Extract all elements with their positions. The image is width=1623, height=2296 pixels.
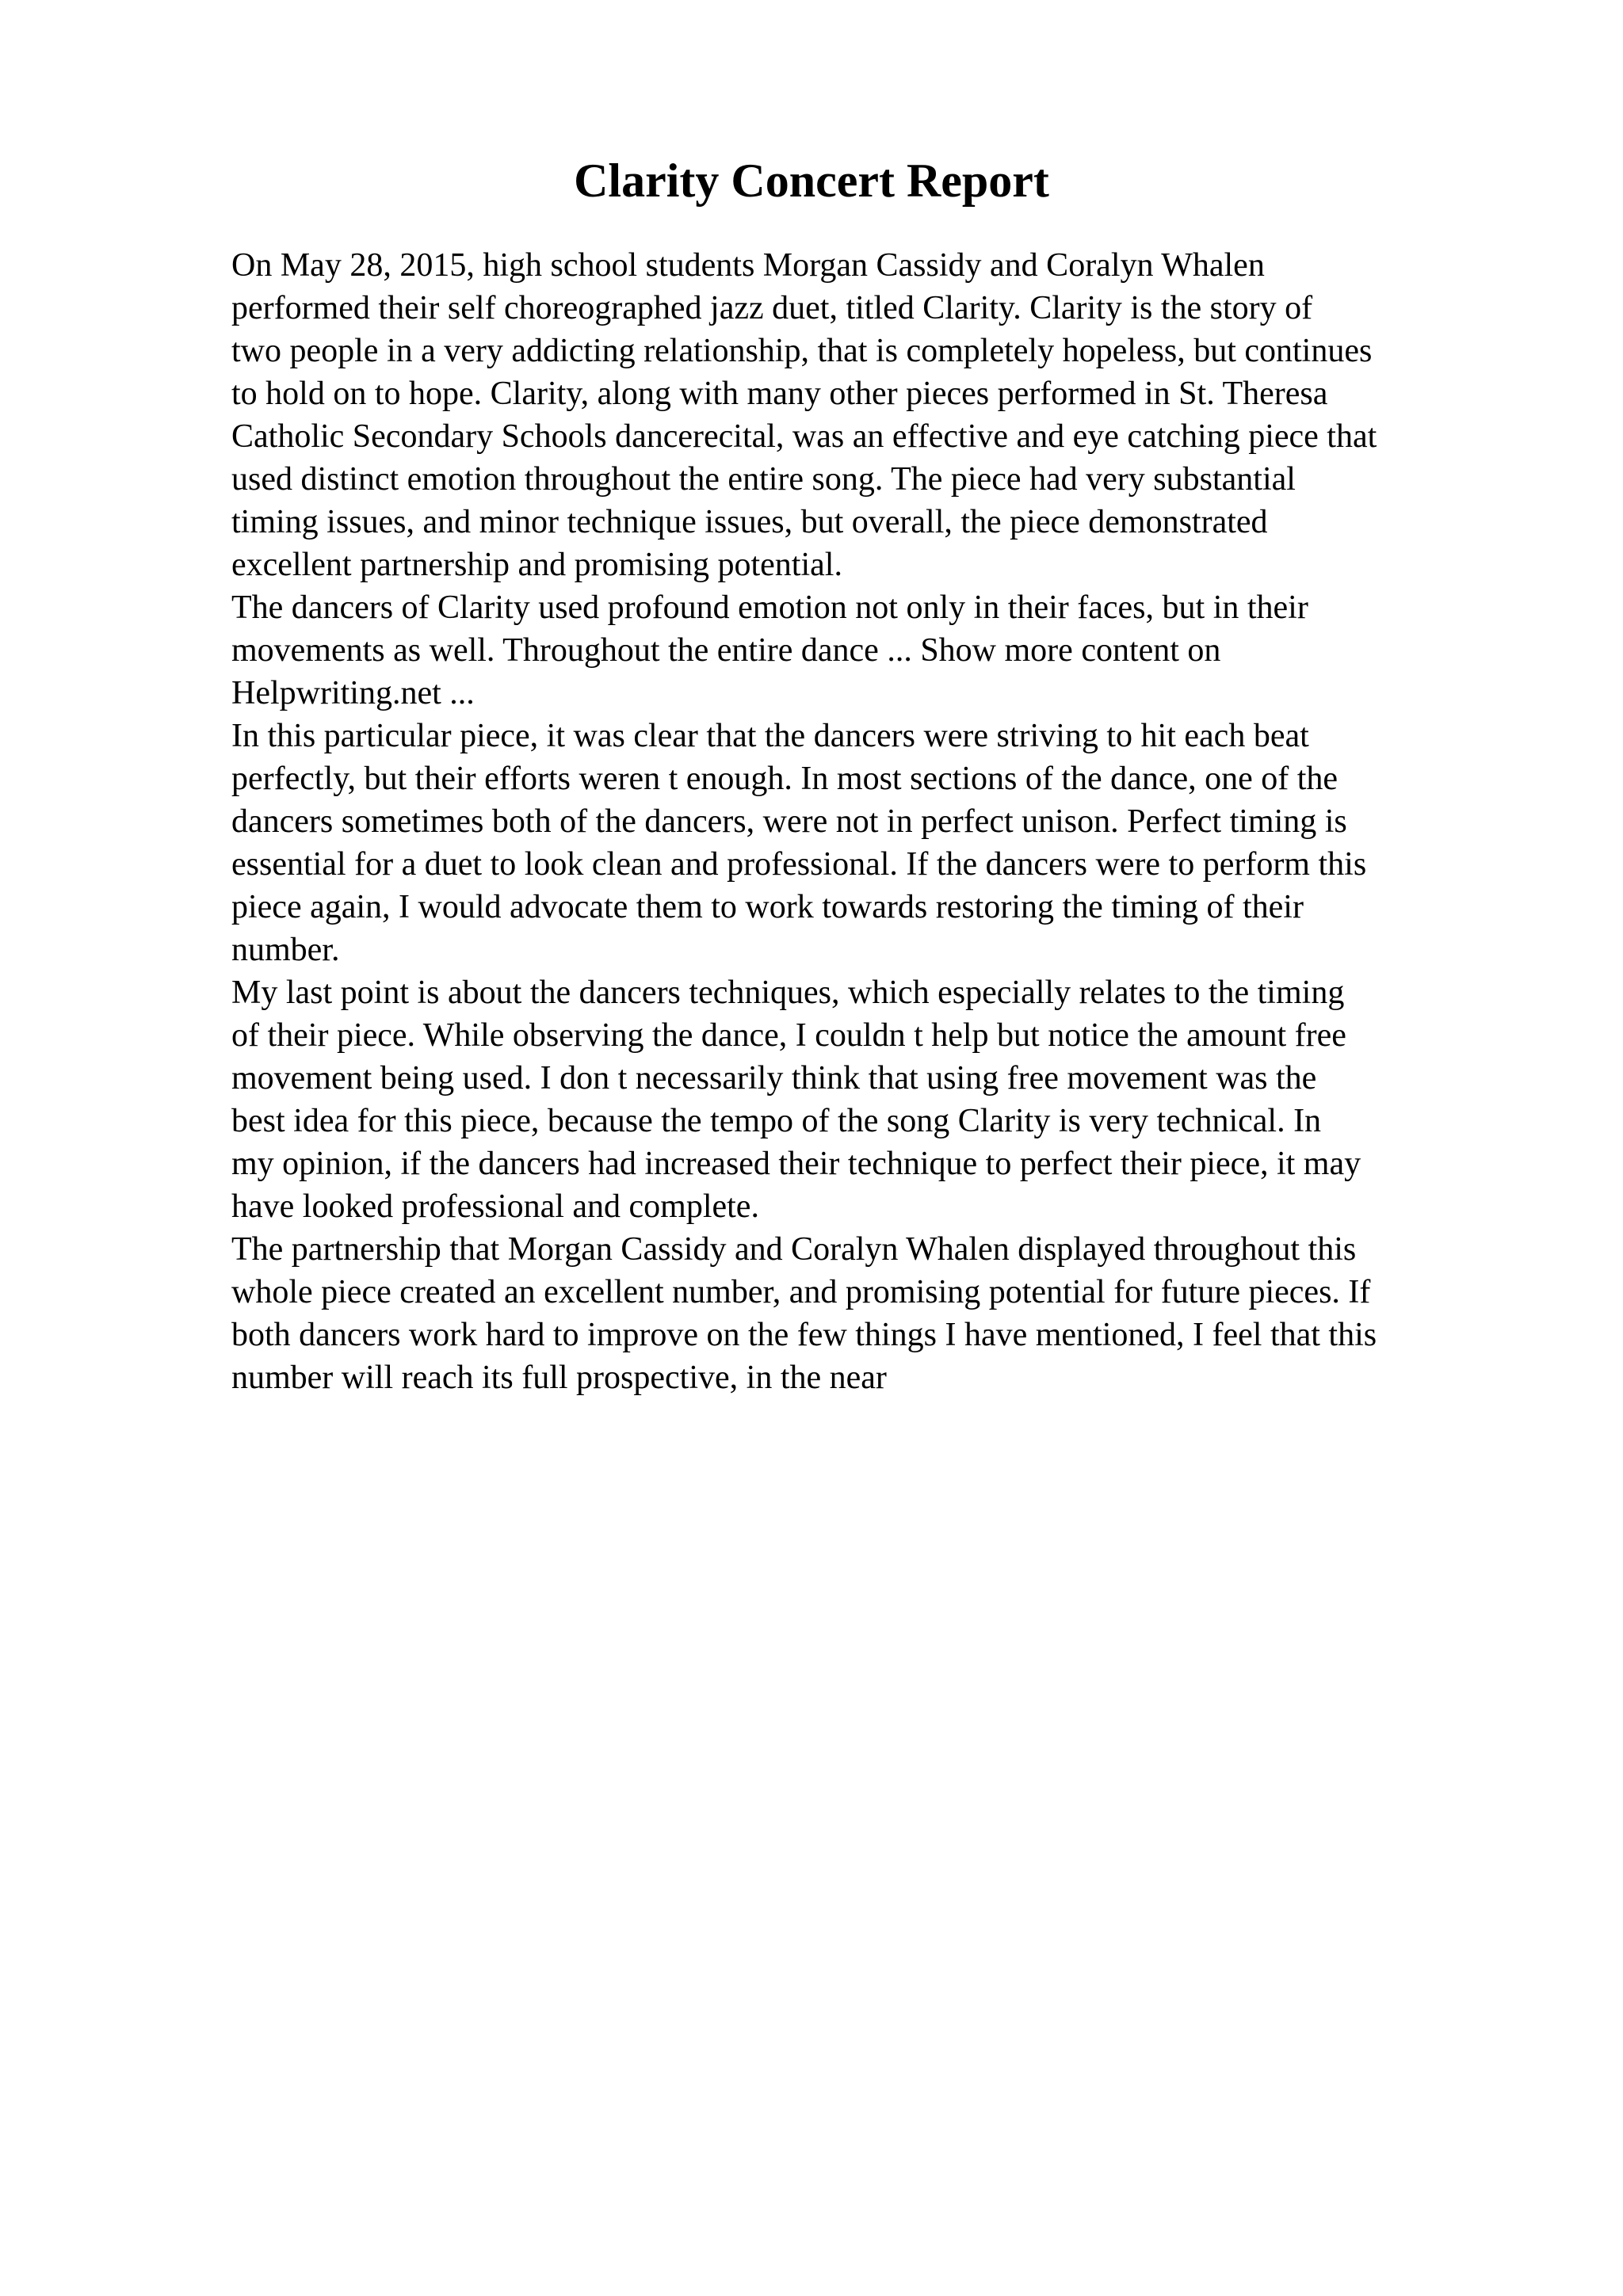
body-line: whole piece created an excellent number, and promising potential for future pieces. If: [231, 1274, 1371, 1310]
body-line: Catholic Secondary Schools dancerecital, was an effective and eye catching piece that: [231, 418, 1377, 455]
document-body: [231, 244, 1531, 1399]
body-line: On May 28, 2015, high school students Morgan Cassidy and Coralyn Whalen: [231, 247, 1265, 284]
body-line: perfectly, but their efforts weren t enough. In most sections of the dance, one of the: [231, 761, 1338, 797]
body-line: have looked professional and complete.: [231, 1188, 759, 1225]
body-line: excellent partnership and promising potential.: [231, 547, 842, 583]
body-line: dancers sometimes both of the dancers, were not in perfect unison. Perfect timing is: [231, 803, 1347, 840]
body-line: my opinion, if the dancers had increased their technique to perfect their piece, it may: [231, 1146, 1361, 1182]
body-line: In this particular piece, it was clear that the dancers were striving to hit each beat: [231, 718, 1309, 754]
body-line: number.: [231, 932, 340, 968]
document-title: Clarity Concert Report: [574, 154, 1049, 207]
body-line: The partnership that Morgan Cassidy and Coralyn Whalen displayed throughout this: [231, 1231, 1357, 1268]
body-line: movements as well. Throughout the entire dance ... Show more content on: [231, 632, 1221, 669]
body-line: essential for a duet to look clean and professional. If the dancers were to perform this: [231, 846, 1367, 883]
body-line: My last point is about the dancers techniques, which especially relates to the timing: [231, 974, 1345, 1011]
body-line: timing issues, and minor technique issues, but overall, the piece demonstrated: [231, 504, 1268, 540]
body-line: The dancers of Clarity used profound emotion not only in their faces, but in their: [231, 589, 1308, 626]
body-line: number will reach its full prospective, in the near: [231, 1360, 887, 1396]
body-line: to hold on to hope. Clarity, along with many other pieces performed in St. Theresa: [231, 376, 1328, 412]
body-line: Helpwriting.net ...: [231, 675, 475, 711]
body-line: both dancers work hard to improve on the few things I have mentioned, I feel that this: [231, 1317, 1377, 1353]
body-line: used distinct emotion throughout the entire song. The piece had very substantial: [231, 461, 1296, 498]
body-line: best idea for this piece, because the tempo of the song Clarity is very technical. In: [231, 1103, 1322, 1139]
body-line: movement being used. I don t necessarily think that using free movement was the: [231, 1060, 1317, 1097]
body-line: piece again, I would advocate them to work towards restoring the timing of their: [231, 889, 1304, 925]
body-line: two people in a very addicting relationship, that is completely hopeless, but continues: [231, 333, 1373, 369]
body-line: performed their self choreographed jazz duet, titled Clarity. Clarity is the story of: [231, 290, 1313, 326]
body-line: of their piece. While observing the dance, I couldn t help but notice the amount free: [231, 1017, 1346, 1054]
